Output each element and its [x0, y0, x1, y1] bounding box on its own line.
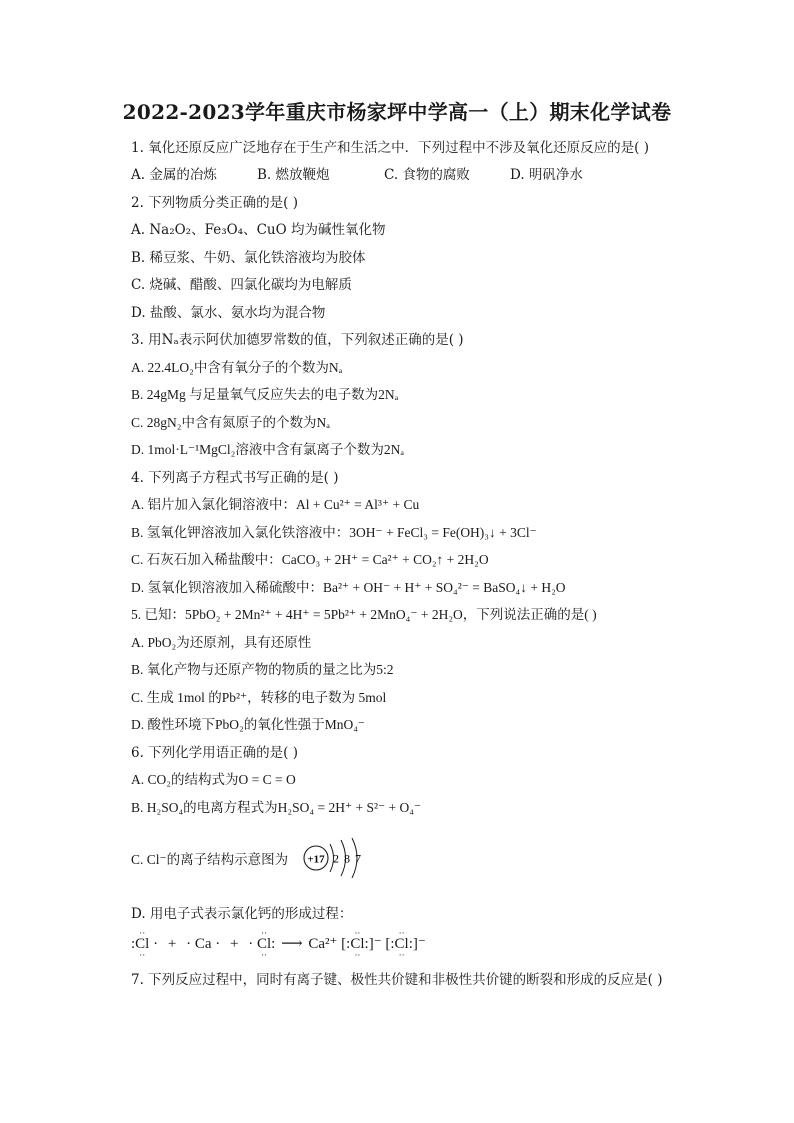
- cl-ion-1-charge: ⁻: [373, 936, 382, 952]
- q6-option-a: A. CO₂的结构式为O = C = O: [131, 772, 296, 787]
- q6-option-b: B. H₂SO₄的电离方程式为H₂SO₄ = 2H⁺ + S²⁻ + O₄⁻: [131, 800, 422, 815]
- q1-option-d: D. 明矾净水: [510, 167, 583, 183]
- question-3-stem: 3. 用Nₐ表示阿伏加德罗常数的值，下列叙述正确的是( ): [131, 332, 464, 348]
- q1-option-b: B. 燃放鞭炮: [257, 167, 330, 183]
- q2-option-d: D. 盐酸、氯水、氨水均为混合物: [131, 305, 326, 321]
- shell-2-electrons: 8: [344, 851, 350, 866]
- q3-option-c: C. 28gN₂中含有氮原子的个数为Nₐ: [131, 415, 330, 430]
- question-6-stem: 6. 下列化学用语正确的是( ): [131, 745, 298, 761]
- q3-option-d: D. 1mol·L⁻¹MgCl₂溶液中含有氯离子个数为2Nₐ: [131, 442, 405, 457]
- page-title: 2022-2023学年重庆市杨家坪中学高一（上）期末化学试卷: [122, 100, 672, 124]
- q3-option-b: B. 24gMg 与足量氧气反应失去的电子数为2Nₐ: [131, 387, 399, 402]
- nucleus-charge: +17: [307, 853, 325, 866]
- ca-atom: Ca: [194, 936, 212, 952]
- q4-option-a: A. 铝片加入氯化铜溶液中：Al + Cu²⁺ = Al³⁺ + Cu: [131, 497, 420, 512]
- dot-pair-left: :: [131, 936, 136, 952]
- q6-option-c: C. Cl⁻的离子结构示意图为: [131, 852, 289, 867]
- q1-option-c: C. 食物的腐败: [384, 167, 470, 183]
- chloride-ion-structure-diagram: [300, 836, 372, 880]
- q5-option-d: D. 酸性环境下PbO₂的氧化性强于MnO₄⁻: [131, 717, 366, 732]
- electron-dot-formation: : ·· Cl ·· · + · Ca · + · ·· Cl ·· : ⟶ Ca²⁺ [: ·· Cl ·· :]⁻ [: ·· Cl ·· :]⁻: [131, 928, 426, 960]
- question-7-stem: 7. 下列反应过程中，同时有离子键、极性共价键和非极性共价键的断裂和形成的反应是( ): [131, 972, 663, 988]
- shell-1-electrons: 2: [333, 851, 339, 866]
- question-5-stem: 5. 已知：5PbO₂ + 2Mn²⁺ + 4H⁺ = 5Pb²⁺ + 2MnO₄⁻ + 2H₂O，下列说法正确的是( ): [131, 607, 597, 622]
- q2-option-a: A. Na₂O₂、Fe₃O₄、CuO 均为碱性氧化物: [131, 222, 386, 238]
- shell-3-electrons: 7: [355, 851, 361, 866]
- question-2-stem: 2. 下列物质分类正确的是( ): [131, 195, 298, 211]
- cl-ion-2-charge: ⁻: [417, 936, 426, 952]
- q2-option-b: B. 稀豆浆、牛奶、氯化铁溶液均为胶体: [131, 250, 366, 266]
- q4-option-c: C. 石灰石加入稀盐酸中：CaCO₃ + 2H⁺ = Ca²⁺ + CO₂↑ + 2H₂O: [131, 552, 489, 567]
- cl-atom-2: ·· Cl ··: [256, 928, 272, 960]
- q5-option-c: C. 生成 1mol 的Pb²⁺，转移的电子数为 5mol: [131, 690, 387, 705]
- cl-atom-1: ·· Cl ··: [135, 928, 150, 960]
- reaction-arrow: ⟶: [281, 936, 303, 952]
- q2-option-c: C. 烧碱、醋酸、四氯化碳均为电解质: [131, 277, 352, 293]
- q1-option-a: A. 金属的冶炼: [131, 167, 217, 183]
- question-4-stem: 4. 下列离子方程式书写正确的是( ): [131, 470, 339, 486]
- q4-option-b: B. 氢氧化钾溶液加入氯化铁溶液中：3OH⁻ + FeCl₃ = Fe(OH)₃↓ + 3Cl⁻: [131, 525, 537, 540]
- q5-option-b: B. 氧化产物与还原产物的物质的量之比为5:2: [131, 662, 394, 677]
- cl-ion-1: ·· Cl ··: [350, 928, 365, 960]
- q3-option-a: A. 22.4LO₂中含有氧分子的个数为Nₐ: [131, 360, 343, 375]
- ca-ion: Ca²⁺: [308, 936, 338, 952]
- question-1-stem: 1. 氧化还原反应广泛地存在于生产和生活之中．下列过程中不涉及氧化还原反应的是( ): [131, 140, 649, 156]
- cl-ion-2: ·· Cl ··: [394, 928, 409, 960]
- plus-sign-2: +: [230, 936, 239, 952]
- q6-option-d: D. 用电子式表示氯化钙的形成过程：: [131, 906, 353, 922]
- q5-option-a: A. PbO₂为还原剂，具有还原性: [131, 635, 312, 650]
- plus-sign-1: +: [167, 936, 177, 952]
- q4-option-d: D. 氢氧化钡溶液加入稀硫酸中：Ba²⁺ + OH⁻ + H⁺ + SO₄²⁻ = BaSO₄↓ + H₂O: [131, 580, 566, 595]
